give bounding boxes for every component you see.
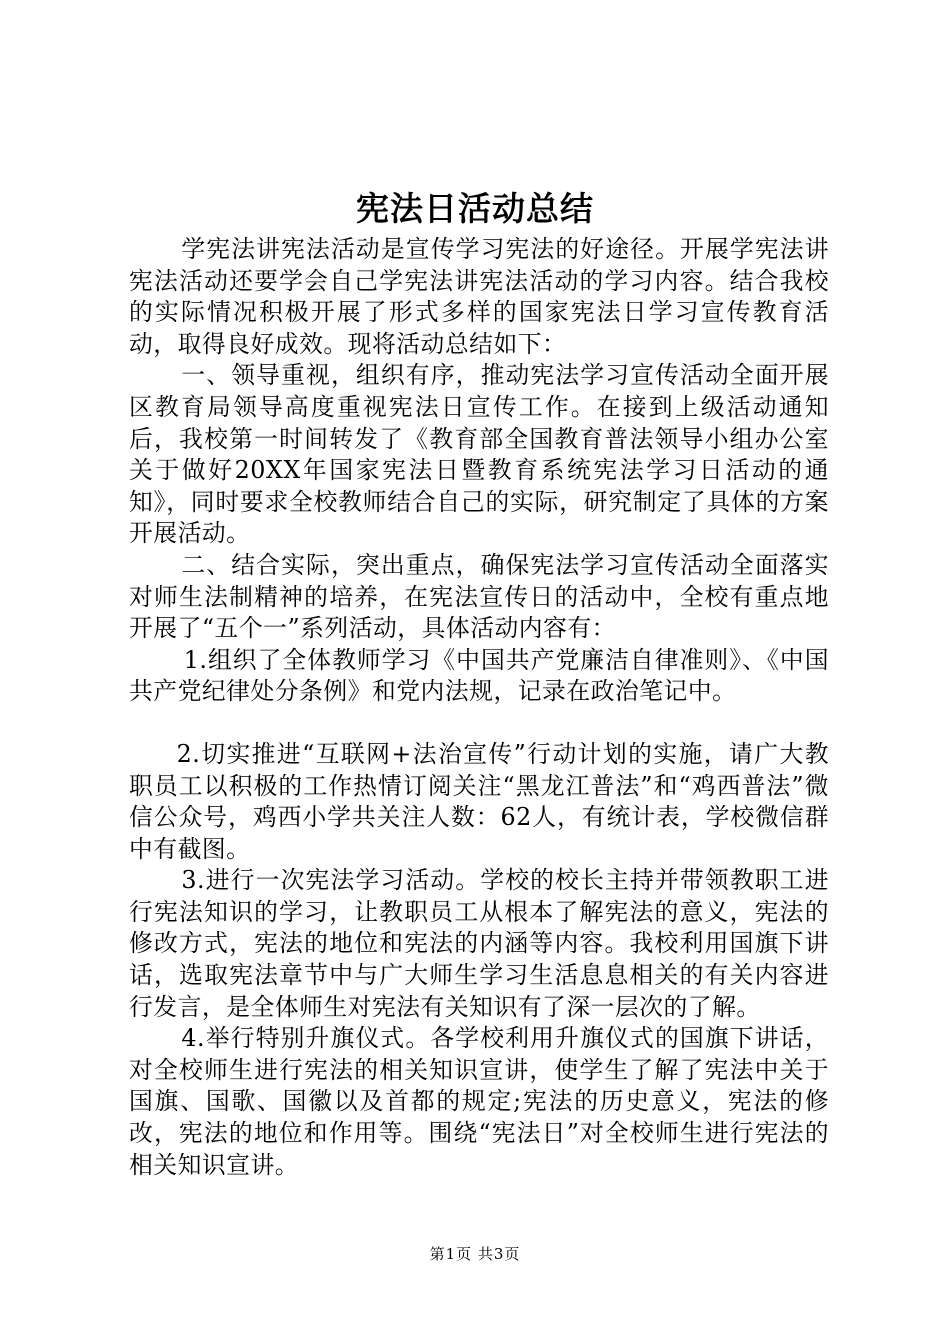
- paragraph-section-2: 二、结合实际，突出重点，确保宪法学习宣传活动全面落实对师生法制精神的培养，在宪法宣传日的活动中，全校有重点地开展了“五个一”系列活动，具体活动内容有：: [129, 550, 829, 643]
- document-body: [129, 234, 829, 1181]
- paragraph-item-1: 1.组织了全体教师学习《中国共产党廉洁自律准则》、《中国共产党纪律处分条例》和党内法规，记录在政治笔记中。: [129, 645, 829, 706]
- page-number-footer: 第1页 共3页: [429, 1245, 521, 1263]
- paragraph-section-1: 一、领导重视，组织有序，推动宪法学习宣传活动全面开展区教育局领导高度重视宪法日宣传工作。在接到上级活动通知后，我校第一时间转发了《教育部全国教育普法领导小组办公室关于做好20XX年国家宪法日暨教育系统宪法学习日活动的通知》，同时要求全校教师结合自己的实际，研究制定了具体的方案开展活动。: [129, 361, 829, 548]
- paragraph-intro: 学宪法讲宪法活动是宣传学习宪法的好途径。开展学宪法讲宪法活动还要学会自己学宪法讲宪法活动的学习内容。结合我校的实际情况积极开展了形式多样的国家宪法日学习宣传教育活动，取得良好成效。现将活动总结如下：: [129, 235, 829, 358]
- paragraph-item-2: 2.切实推进“互联网+法治宣传”行动计划的实施，请广大教职员工以积极的工作热情订阅关注“黑龙江普法”和“鸡西普法”微信公众号，鸡西小学共关注人数：62人，有统计表，学校微信群中有截图。: [129, 739, 829, 863]
- paragraph-item-4: 4.举行特别升旗仪式。各学校利用升旗仪式的国旗下讲话，对全校师生进行宪法的相关知识宣讲，使学生了解了宪法中关于国旗、国歌、国徽以及首都的规定;宪法的历史意义，宪法的修改，宪法的地位和作用等。围绕“宪法日”对全校师生进行宪法的相关知识宣讲。: [129, 1024, 829, 1179]
- page-title: 宪法日活动总结: [356, 189, 594, 228]
- paragraph-item-3: 3.进行一次宪法学习活动。学校的校长主持并带领教职工进行宪法知识的学习，让教职员工从根本了解宪法的意义，宪法的修改方式，宪法的地位和宪法的内涵等内容。我校利用国旗下讲话，选取宪法章节中与广大师生学习生活息息相关的有关内容进行发言，是全体师生对宪法有关知识有了深一层次的了解。: [129, 866, 829, 1021]
